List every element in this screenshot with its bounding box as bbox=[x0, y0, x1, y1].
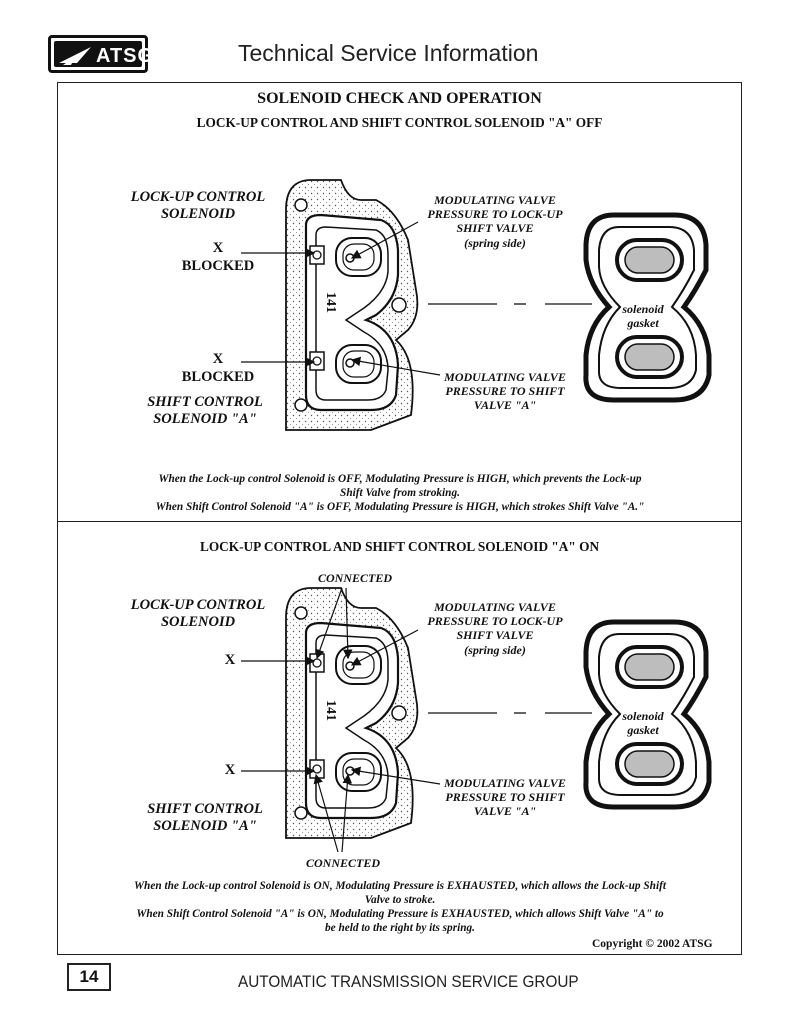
valve-body-plate-on bbox=[286, 588, 417, 838]
page-title: Technical Service Information bbox=[238, 40, 539, 66]
mod-pressure-lockup-label: MODULATING VALVE PRESSURE TO LOCK-UP SHIFT VALVE bbox=[427, 193, 563, 235]
page-number: 14 bbox=[67, 963, 111, 991]
section1-note: When the Lock-up control Solenoid is OFF, Modulating Pressure is HIGH, which prevents the Lock-up Shift Valve from stroking. When Shift Control Solenoid "A" is OFF, Modulating Pressure is HIGH, which strokes Shift Valve "A." bbox=[155, 473, 645, 513]
spring-side-label: (spring side) bbox=[464, 236, 526, 250]
spring-side-label: (spring side) bbox=[464, 643, 526, 657]
lockup-solenoid-label: LOCK-UP CONTROL SOLENOID bbox=[130, 189, 266, 222]
logo-text: ATSG bbox=[96, 45, 155, 67]
gasket-label: solenoid gasket bbox=[622, 302, 664, 330]
gasket-label: solenoid gasket bbox=[622, 709, 664, 737]
shift-solenoid-label: SHIFT CONTROL SOLENOID "A" bbox=[147, 394, 263, 427]
footer-org: AUTOMATIC TRANSMISSION SERVICE GROUP bbox=[238, 972, 579, 991]
mod-pressure-lockup-label: MODULATING VALVE PRESSURE TO LOCK-UP SHIFT VALVE bbox=[427, 600, 563, 642]
blocked-label-lockup: BLOCKED bbox=[181, 258, 255, 274]
mod-pressure-shift-label: MODULATING VALVE PRESSURE TO SHIFT VALVE "A" bbox=[444, 370, 566, 412]
section-title: SOLENOID CHECK AND OPERATION bbox=[257, 90, 542, 107]
blocked-label-shift: BLOCKED bbox=[181, 369, 255, 385]
x-mark-lockup: X bbox=[224, 652, 236, 668]
valve-body-plate-off bbox=[286, 180, 417, 430]
section1-subtitle: LOCK-UP CONTROL AND SHIFT CONTROL SOLENOID "A" OFF bbox=[196, 115, 603, 130]
connected-label-bottom: CONNECTED bbox=[305, 856, 380, 870]
plate-number: 141 bbox=[323, 292, 338, 313]
shift-solenoid-label: SHIFT CONTROL SOLENOID "A" bbox=[147, 801, 263, 834]
plate-number: 141 bbox=[323, 700, 338, 721]
x-mark-shift: X bbox=[212, 351, 224, 367]
mod-pressure-shift-label: MODULATING VALVE PRESSURE TO SHIFT VALVE "A" bbox=[444, 776, 566, 818]
lockup-solenoid-label: LOCK-UP CONTROL SOLENOID bbox=[130, 597, 266, 630]
section2-subtitle: LOCK-UP CONTROL AND SHIFT CONTROL SOLENOID "A" ON bbox=[199, 539, 600, 554]
x-mark-shift: X bbox=[224, 762, 236, 778]
section2-note: When the Lock-up control Solenoid is ON, Modulating Pressure is EXHAUSTED, which allows the Lock-up Shift Valve to stroke. When Shift Control Solenoid "A" is ON, Modulating Pressure is EXHAUSTED, which allows Shift Valve "A" to be held to the right by its spring. bbox=[134, 880, 666, 934]
x-mark-lockup: X bbox=[212, 240, 224, 256]
connected-label-top: CONNECTED bbox=[317, 571, 392, 585]
copyright: Copyright © 2002 ATSG bbox=[592, 938, 713, 950]
